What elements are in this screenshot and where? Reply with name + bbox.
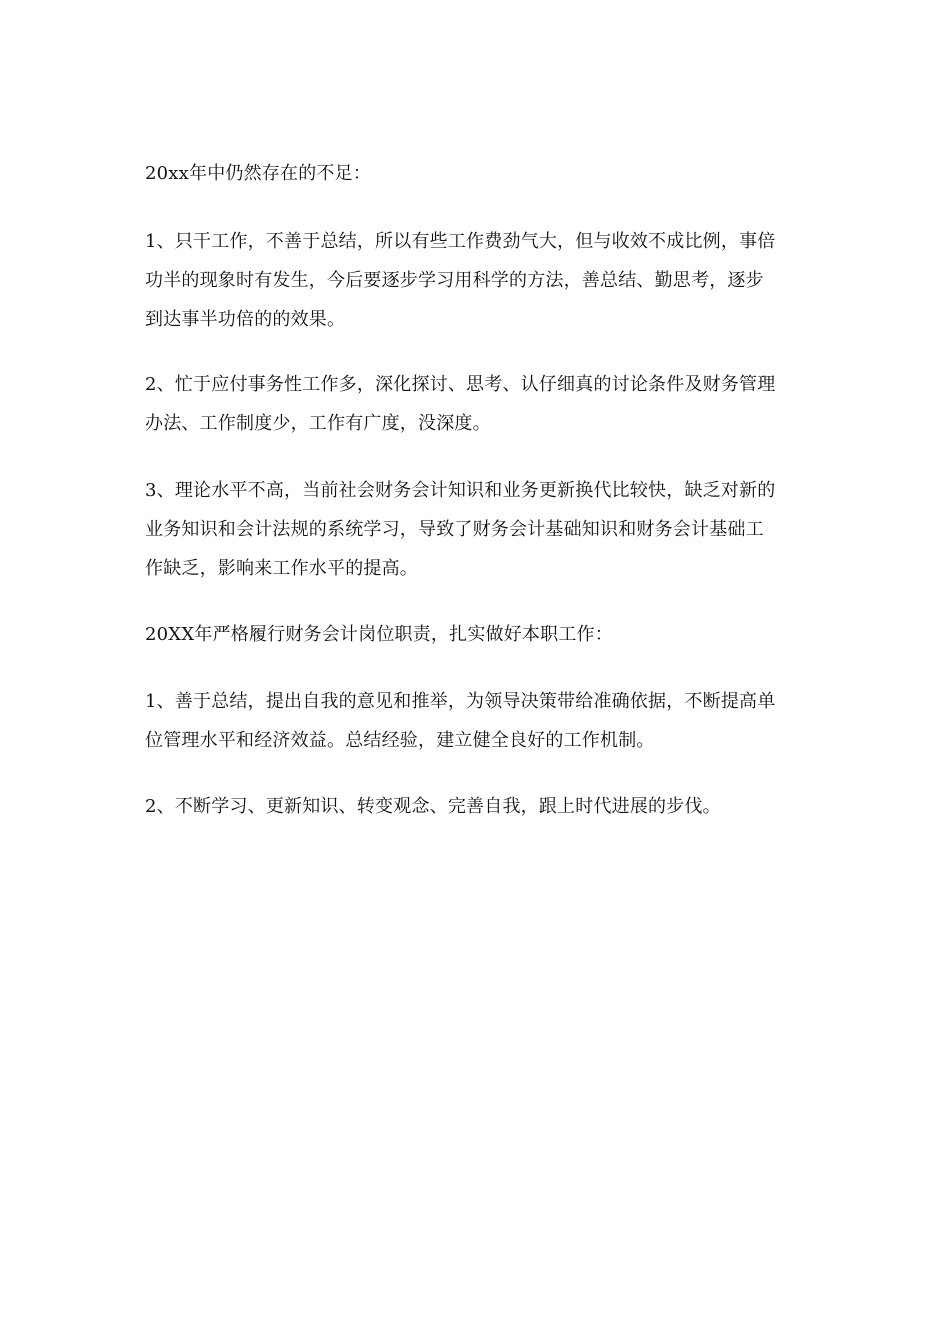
paragraph-line: 1、只干工作，不善于总结，所以有些工作费劲气大，但与收效不成比例，事倍: [145, 231, 776, 252]
paragraph-line: 1、善于总结，提出自我的意见和推举，为领导决策带给准确依据，不断提高单: [145, 691, 776, 712]
paragraph-line: 作缺乏，影响来工作水平的提高。: [145, 558, 418, 579]
paragraph-line: 业务知识和会计法规的系统学习，导致了财务会计基础知识和财务会计基础工: [145, 519, 764, 540]
paragraph-line: 2、忙于应付事务性工作多，深化探讨、思考、认仔细真的讨论条件及财务管理: [145, 374, 776, 395]
paragraph-line: 功半的现象时有发生，今后要逐步学习用科学的方法，善总结、勤思考，逐步: [145, 270, 764, 291]
paragraph-line: 办法、工作制度少，工作有广度，没深度。: [145, 413, 491, 434]
paragraph-line: 到达事半功倍的的效果。: [145, 309, 346, 330]
section-heading-shortcomings: 20xx年中仍然存在的不足：: [145, 163, 372, 184]
paragraph-line: 3、理论水平不高，当前社会财务会计知识和业务更新换代比较快，缺乏对新的: [145, 480, 776, 501]
paragraph-line: 2、不断学习、更新知识、转变观念、完善自我，跟上时代进展的步伐。: [145, 796, 721, 817]
paragraph-line: 位管理水平和经济效益。总结经验，建立健全良好的工作机制。: [145, 730, 655, 751]
section-heading-duties: 20XX年严格履行财务会计岗位职责，扎实做好本职工作：: [145, 624, 613, 645]
